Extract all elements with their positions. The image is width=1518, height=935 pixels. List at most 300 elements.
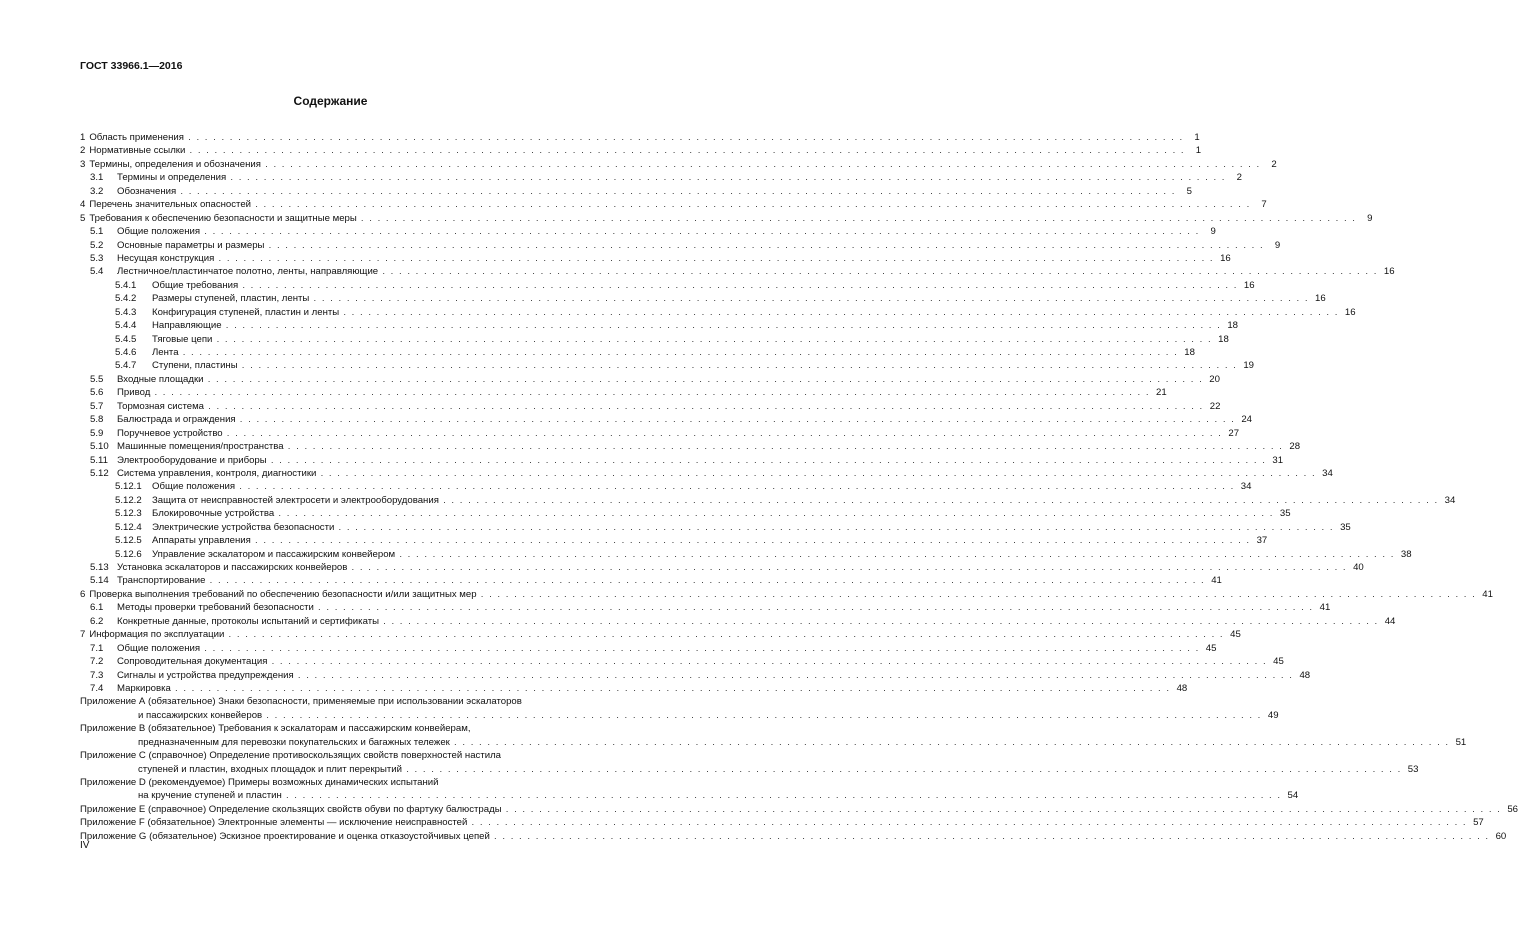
toc-entry-number: 5.6 — [90, 387, 104, 399]
toc-entry-title: Приложение D (рекомендуемое) Примеры возможных динамических испытаний — [80, 777, 439, 788]
toc-entry-title: ступеней и пластин, входных площадок и плит перекрытий — [138, 763, 403, 775]
toc-entry-title: Нормативные ссылки — [89, 145, 186, 157]
toc-entry-number: 6.2 — [90, 615, 104, 627]
toc-entry-text — [80, 480, 1235, 493]
toc-entry-text — [80, 682, 1171, 695]
page-number: IV — [80, 840, 90, 851]
toc-entry-text — [80, 695, 597, 708]
toc-entry[interactable] — [80, 198, 1267, 211]
dot-leader: . . . . . . . . . . . . . . . . . . . . . . . . . . . . . . . . . . . . . . . . . . . . . . . . . . . . . . . . . . . . . . . . . . . . . . . . . . . . . . . . . . . . . . . . . . . . . . . . . . . . . . . . . . . . . . . . . . . . . . . . — [356, 212, 1357, 224]
toc-entry-number: 5.12.5 — [115, 535, 142, 547]
toc-entry-title: на кручение ступеней и пластин — [138, 790, 282, 802]
toc-entry-title: Тормозная система — [117, 400, 205, 412]
toc-entry[interactable] — [80, 413, 1253, 426]
toc-entry[interactable] — [80, 306, 1356, 319]
toc-entry-text — [80, 306, 1339, 319]
toc-entry-text — [80, 427, 1222, 440]
toc-entry[interactable] — [80, 346, 1195, 359]
toc-entry-text — [80, 722, 597, 735]
toc-entry-number: 5.3 — [90, 252, 104, 264]
toc-entry-title: Перечень значительных опасностей — [89, 199, 252, 211]
toc-entry-number: 5.14 — [90, 575, 109, 587]
toc-entry-text — [80, 830, 1490, 843]
toc-entry-title: Требования к обеспечению безопасности и защитные меры — [89, 212, 357, 224]
toc-entry[interactable] — [80, 507, 1291, 520]
toc-entry-title: Направляющие — [152, 320, 222, 332]
toc-entry-page: 41 — [1211, 575, 1222, 587]
toc-entry-page: 44 — [1384, 615, 1396, 627]
toc-entry-page: 9 — [1274, 239, 1281, 251]
toc-entry-number: 5.4.2 — [115, 293, 137, 305]
toc-entry-number: 2 — [80, 145, 86, 157]
toc-entry-text — [80, 763, 1402, 776]
dot-leader: . . . . . . . . . . . . . . . . . . . . . . . . . . . . . . . . . . . . . . . . . . . . . . . . . . . . . . . . . . . . . . . . . . . . . . . . . . . . . . . . . . . . . . . . . . . . . . . . . . . . . . . . . . . . . . . . . . . . . . . . — [467, 817, 1468, 829]
toc-entry[interactable] — [80, 279, 1255, 292]
dot-leader: . . . . . . . . . . . . . . . . . . . . . . . . . . . . . . . . . . . . . . . . . . . . . . . . . . . . . . . . . . . . . . . . . . . . . . . . . . . . . . . . . . . . . . . . . . . . . . . . . . . . . . . . . . . . . . . . . . . . . . . . — [150, 387, 1151, 399]
toc-entry-page: 37 — [1256, 535, 1268, 547]
toc-entry[interactable] — [80, 454, 1284, 467]
dot-leader: . . . . . . . . . . . . . . . . . . . . . . . . . . . . . . . . . . . . . . . . . . . . . . . . . . . . . . . . . . . . . . . . . . . . . . . . . . . . . . . . . . . . . . . . . . . . . . . . . . . . . . . . . . . . . . . . . . . . . . . . — [221, 320, 1222, 332]
toc-entry-page: 16 — [1383, 266, 1395, 278]
toc-entry-title: Сопроводительная документация — [117, 656, 268, 668]
toc-entry-text — [80, 158, 1261, 171]
toc-entry-title: предназначенным для перевозки покупательских и багажных тележек — [138, 736, 450, 748]
toc-entry-title: и пассажирских конвейеров — [138, 709, 263, 721]
toc-entry-text — [80, 548, 1395, 561]
dot-leader: . . . . . . . . . . . . . . . . . . . . . . . . . . . . . . . . . . . . . . . . . . . . . . . . . . . . . . . . . . . . . . . . . . . . . . . . . . . . . . . . . . . . . . . . . . . . . . . . . . . . . . . . . . . . . . . . . . . . . . . . — [281, 790, 1282, 802]
toc-entry-title: Обозначения — [117, 185, 177, 197]
dot-leader: . . . . . . . . . . . . . . . . . . . . . . . . . . . . . . . . . . . . . . . . . . . . . . . . . . . . . . . . . . . . . . . . . . . . . . . . . . . . . . . . . . . . . . . . . . . . . . . . . . . . . . . . . . . . . . . . . . . . . . . . — [176, 185, 1176, 197]
toc-entry-text — [80, 239, 1264, 252]
toc-entry-number: 5.12.6 — [115, 548, 142, 560]
toc-entry-number: 5.7 — [90, 400, 104, 412]
dot-leader: . . . . . . . . . . . . . . . . . . . . . . . . . . . . . . . . . . . . . . . . . . . . . . . . . . . . . . . . . . . . . . . . . . . . . . . . . . . . . . . . . . . . . . . . . . . . . . . . . . . . . . . . . . . . . . . . . . . . . . . . — [200, 226, 1200, 238]
toc-entry-number: 3 — [80, 158, 86, 170]
toc-entry-text — [80, 561, 1347, 574]
toc-entry-text — [80, 359, 1237, 372]
toc-entry-text — [80, 279, 1238, 292]
toc-entry-text — [80, 144, 1185, 157]
toc-entry-title: Поручневое устройство — [117, 427, 223, 439]
dot-leader: . . . . . . . . . . . . . . . . . . . . . . . . . . . . . . . . . . . . . . . . . . . . . . . . . . . . . . . . . . . . . . . . . . . . . . . . . . . . . . . . . . . . . . . . . . . . . . . . . . . . . . . . . . . . . . . . . . . . . . . . — [264, 239, 1265, 251]
toc-entry-number: 6.1 — [90, 602, 104, 614]
dot-leader: . . . . . . . . . . . . . . . . . . . . . . . . . . . . . . . . . . . . . . . . . . . . . . . . . . . . . . . . . . . . . . . . . . . . . . . . . . . . . . . . . . . . . . . . . . . . . . . . . . . . . . . . . . . . . . . . . . . . . . . . — [212, 333, 1213, 345]
toc-entry[interactable] — [80, 736, 1467, 749]
toc-entry[interactable] — [80, 574, 1222, 587]
toc-entry-page: 56 — [1507, 803, 1518, 815]
toc-entry[interactable] — [80, 131, 1200, 144]
toc-entry-number: 5.12.4 — [115, 521, 142, 533]
toc-entry-text — [80, 507, 1274, 520]
dot-leader: . . . . . . . . . . . . . . . . . . . . . . . . . . . . . . . . . . . . . . . . . . . . . . . . . . . . . . . . . . . . . . . . . . . . . . . . . . . . . . . . . . . . . . . . . . . . . . . . . . . . . . . . . . . . . . . . . . . . . . . . — [316, 467, 1317, 479]
toc-entry-title: Ступени, пластины — [152, 360, 238, 372]
toc-entry-text — [80, 615, 1379, 628]
toc-entry-number: 5.2 — [90, 239, 104, 251]
toc-entry-number: 7.2 — [90, 656, 104, 668]
toc-entry-text — [80, 346, 1178, 359]
toc-entry-page: 35 — [1340, 521, 1351, 533]
toc-entry-title: Транспортирование — [117, 575, 206, 587]
toc-entry-number: 5.4.3 — [115, 306, 137, 318]
dot-leader: . . . . . . . . . . . . . . . . . . . . . . . . . . . . . . . . . . . . . . . . . . . . . . . . . . . . . . . . . . . . . . . . . . . . . . . . . . . . . . . . . . . . . . . . . . . . . . . . . . . . . . . . . . . . . . . . . . . . . . . . — [489, 830, 1490, 842]
dot-leader: . . . . . . . . . . . . . . . . . . . . . . . . . . . . . . . . . . . . . . . . . . . . . . . . . . . . . . . . . . . . . . . . . . . . . . . . . . . . . . . . . . . . . . . . . . . . . . . . . . . . . . . . . . . . . . . . . . . . . . . . — [260, 158, 1261, 170]
toc-entry-title: Входные площадки — [117, 373, 204, 385]
toc-entry-page: 16 — [1220, 252, 1231, 264]
toc-entry[interactable] — [80, 225, 1216, 238]
toc-entry-page: 9 — [1210, 226, 1216, 238]
toc-entry-number: 5.13 — [90, 562, 109, 573]
toc-entry[interactable] — [80, 789, 1299, 802]
toc-entry-title: Общие положения — [117, 226, 201, 238]
toc-entry-text — [80, 601, 1314, 614]
toc-entry-page: 22 — [1209, 400, 1221, 412]
toc-entry-number: 7.3 — [90, 669, 104, 681]
toc-entry[interactable] — [80, 588, 1493, 601]
toc-entry[interactable] — [80, 144, 1202, 157]
toc-entry-text — [80, 776, 597, 789]
dot-leader: . . . . . . . . . . . . . . . . . . . . . . . . . . . . . . . . . . . . . . . . . . . . . . . . . . . . . . . . . . . . . . . . . . . . . . . . . . . . . . . . . . . . . . . . . . . . . . . . . . . . . . . . . . . . . . . . . . . . . . . . — [501, 803, 1502, 815]
toc-entry-page: 18 — [1218, 333, 1229, 345]
toc-entry-page: 21 — [1156, 387, 1167, 399]
dot-leader: . . . . . . . . . . . . . . . . . . . . . . . . . . . . . . . . . . . . . . . . . . . . . . . . . . . . . . . . . . . . . . . . . . . . . . . . . . . . . . . . . . . . . . . . . . . . . . . . . . . . . . . . . . . . . . . . . . . . . . . . — [214, 252, 1215, 264]
toc-entry[interactable] — [80, 386, 1167, 399]
toc-entry[interactable] — [80, 373, 1220, 386]
dot-leader: . . . . . . . . . . . . . . . . . . . . . . . . . . . . . . . . . . . . . . . . . . . . . . . . . . . . . . . . . . . . . . . . . . . . . . . . . . . . . . . . . . . . . . . . . . . . . . . . . . . . . . . . . . . . . . . . . . . . . . . . — [313, 602, 1314, 614]
toc-entry-page: 16 — [1344, 306, 1356, 318]
toc-entry-number: 5 — [80, 212, 86, 224]
toc-entry-page: 35 — [1279, 508, 1291, 520]
dot-leader: . . . . . . . . . . . . . . . . . . . . . . . . . . . . . . . . . . . . . . . . . . . . . . . . . . . . . . . . . . . . . . . . . . . . . . . . . . . . . . . . . . . . . . . . . . . . . . . . . . . . . . . . . . . . . . . . . . . . . . . . — [378, 266, 1378, 278]
toc-entry-number: 5.4.5 — [115, 333, 137, 345]
toc-entry-title: Лестничное/пластинчатое полотно, ленты, направляющие — [117, 266, 379, 278]
dot-leader: . . . . . . . . . . . . . . . . . . . . . . . . . . . . . . . . . . . . . . . . . . . . . . . . . . . . . . . . . . . . . . . . . . . . . . . . . . . . . . . . . . . . . . . . . . . . . . . . . . . . . . . . . . . . . . . . . . . . . . . . — [238, 279, 1238, 291]
toc-entry[interactable] — [80, 265, 1395, 278]
dot-leader: . . . . . . . . . . . . . . . . . . . . . . . . . . . . . . . . . . . . . . . . . . . . . . . . . . . . . . . . . . . . . . . . . . . . . . . . . . . . . . . . . . . . . . . . . . . . . . . . . . . . . . . . . . . . . . . . . . . . . . . . — [449, 736, 1450, 748]
toc-entry-title: Методы проверки требований безопасности — [117, 602, 314, 614]
toc-entry[interactable] — [80, 682, 1188, 695]
toc-entry-page: 60 — [1495, 830, 1507, 842]
dot-leader: . . . . . . . . . . . . . . . . . . . . . . . . . . . . . . . . . . . . . . . . . . . . . . . . . . . . . . . . . . . . . . . . . . . . . . . . . . . . . . . . . . . . . . . . . . . . . . . . . . . . . . . . . . . . . . . . . . . . . . . . — [438, 494, 1439, 506]
toc-entry-page: 41 — [1319, 602, 1331, 614]
toc-entry[interactable] — [80, 615, 1396, 628]
dot-leader: . . . . . . . . . . . . . . . . . . . . . . . . . . . . . . . . . . . . . . . . . . . . . . . . . . . . . . . . . . . . . . . . . . . . . . . . . . . . . . . . . . . . . . . . . . . . . . . . . . . . . . . . . . . . . . . . . . . . . . . . — [274, 508, 1274, 520]
toc-entry-text — [80, 454, 1266, 467]
dot-leader: . . . . . . . . . . . . . . . . . . . . . . . . . . . . . . . . . . . . . . . . . . . . . . . . . . . . . . . . . . . . . . . . . . . . . . . . . . . . . . . . . . . . . . . . . . . . . . . . . . . . . . . . . . . . . . . . . . . . . . . . — [237, 360, 1238, 372]
toc-entry-number: 5.9 — [90, 427, 104, 439]
toc-entry-text — [80, 440, 1283, 453]
toc-entry[interactable] — [80, 749, 613, 762]
toc-entry-page: 49 — [1267, 709, 1279, 721]
toc-entry-text — [80, 400, 1204, 413]
toc-entry-page: 48 — [1176, 682, 1188, 694]
toc-entry-page: 48 — [1299, 669, 1311, 681]
toc-entry-number: 5.10 — [90, 441, 109, 453]
toc-entry-page: 27 — [1228, 427, 1240, 439]
toc-entry-title: Балюстрада и ограждения — [117, 414, 236, 426]
toc-entry[interactable] — [80, 548, 1412, 561]
toc-entry-title: Несущая конструкция — [117, 252, 215, 264]
toc-entry-title: Термины, определения и обозначения — [89, 158, 261, 170]
toc-entry[interactable] — [80, 319, 1238, 332]
toc-entry-text — [80, 131, 1184, 144]
toc-entry[interactable] — [80, 803, 1518, 816]
toc-entry-text — [80, 655, 1267, 668]
toc-entry-title: Установка эскалаторов и пассажирских конвейеров — [117, 562, 348, 573]
toc-entry-number: 5.4.7 — [115, 360, 137, 372]
toc-entry-title: Тяговые цепи — [152, 333, 213, 345]
toc-entry-number: 5.11 — [90, 454, 108, 466]
toc-entry-number: 5.12.1 — [115, 481, 142, 493]
toc-entry-title: Общие положения — [117, 642, 201, 654]
dot-leader: . . . . . . . . . . . . . . . . . . . . . . . . . . . . . . . . . . . . . . . . . . . . . . . . . . . . . . . . . . . . . . . . . . . . . . . . . . . . . . . . . . . . . . . . . . . . . . . . . . . . . . . . . . . . . . . . . . . . . . . . — [200, 642, 1200, 654]
toc-entry[interactable] — [80, 521, 1351, 534]
toc-entry-text — [80, 534, 1251, 547]
toc-entry-title: Общие требования — [152, 279, 239, 291]
toc-entry-title: Размеры ступеней, пластин, ленты — [152, 293, 310, 305]
toc-entry[interactable] — [80, 628, 1241, 641]
toc-entry-number: 5.4.1 — [115, 279, 137, 291]
toc-entry-page: 45 — [1273, 656, 1284, 668]
toc-entry-title: Аппараты управления — [152, 535, 251, 547]
toc-entry-title: Маркировка — [117, 682, 171, 694]
toc-entry[interactable] — [80, 655, 1284, 668]
toc-entry-page: 41 — [1482, 588, 1493, 600]
toc-entry-title: Блокировочные устройства — [152, 508, 275, 520]
toc-entry-title: Приложение G (обязательное) Эскизное проектирование и оценка отказоустойчивых цепей — [80, 830, 490, 842]
toc-entry-title: Защита от неисправностей электросети и электрооборудования — [152, 494, 439, 506]
dot-leader: . . . . . . . . . . . . . . . . . . . . . . . . . . . . . . . . . . . . . . . . . . . . . . . . . . . . . . . . . . . . . . . . . . . . . . . . . . . . . . . . . . . . . . . . . . . . . . . . . . . . . . . . . . . . . . . . . . . . . . . . — [476, 588, 1477, 600]
toc-entry-page: 7 — [1261, 199, 1267, 211]
toc-entry-text — [80, 252, 1214, 265]
toc-entry[interactable] — [80, 494, 1456, 507]
dot-leader: . . . . . . . . . . . . . . . . . . . . . . . . . . . . . . . . . . . . . . . . . . . . . . . . . . . . . . . . . . . . . . . . . . . . . . . . . . . . . . . . . . . . . . . . . . . . . . . . . . . . . . . . . . . . . . . . . . . . . . . . — [204, 400, 1204, 412]
toc-entry[interactable] — [80, 561, 1364, 574]
toc-entry[interactable] — [80, 709, 1279, 722]
dot-leader: . . . . . . . . . . . . . . . . . . . . . . . . . . . . . . . . . . . . . . . . . . . . . . . . . . . . . . . . . . . . . . . . . . . . . . . . . . . . . . . . . . . . . . . . . . . . . . . . . . . . . . . . . . . . . . . . . . . . . . . . — [283, 441, 1284, 453]
dot-leader: . . . . . . . . . . . . . . . . . . . . . . . . . . . . . . . . . . . . . . . . . . . . . . . . . . . . . . . . . . . . . . . . . . . . . . . . . . . . . . . . . . . . . . . . . . . . . . . . . . . . . . . . . . . . . . . . . . . . . . . . — [183, 132, 1184, 143]
toc-entry-text — [80, 185, 1176, 198]
dot-leader: . . . . . . . . . . . . . . . . . . . . . . . . . . . . . . . . . . . . . . . . . . . . . . . . . . . . . . . . . . . . . . . . . . . . . . . . . . . . . . . . . . . . . . . . . . . . . . . . . . . . . . . . . . . . . . . . . . . . . . . . — [378, 615, 1379, 627]
toc-entry-text — [80, 212, 1356, 225]
toc-entry-page: 1 — [1195, 145, 1202, 157]
toc-entry-title: Приложение C (справочное) Определение противоскользящих свойств поверхностей настила — [80, 750, 502, 762]
toc-entry-page: 31 — [1272, 454, 1284, 466]
toc-entry-text — [80, 386, 1150, 399]
toc-entry[interactable] — [80, 359, 1255, 372]
toc-entry-page: 53 — [1407, 763, 1419, 775]
toc-entry[interactable] — [80, 400, 1221, 413]
dot-leader: . . . . . . . . . . . . . . . . . . . . . . . . . . . . . . . . . . . . . . . . . . . . . . . . . . . . . . . . . . . . . . . . . . . . . . . . . . . . . . . . . . . . . . . . . . . . . . . . . . . . . . . . . . . . . . . . . . . . . . . . — [178, 347, 1179, 358]
toc-entry[interactable] — [80, 601, 1331, 614]
toc-entry-number: 5.12.3 — [115, 508, 142, 520]
toc-entry[interactable] — [80, 669, 1311, 682]
toc-entry[interactable] — [80, 776, 613, 789]
toc-entry-page: 16 — [1315, 293, 1326, 305]
toc-entry-page: 34 — [1240, 481, 1252, 493]
toc-entry-text — [80, 373, 1203, 386]
toc-entry-page: 28 — [1289, 441, 1301, 453]
toc-entry-title: Лента — [152, 347, 179, 358]
toc-entry-text — [80, 749, 597, 762]
dot-leader: . . . . . . . . . . . . . . . . . . . . . . . . . . . . . . . . . . . . . . . . . . . . . . . . . . . . . . . . . . . . . . . . . . . . . . . . . . . . . . . . . . . . . . . . . . . . . . . . . . . . . . . . . . . . . . . . . . . . . . . . — [395, 548, 1395, 560]
toc-entry[interactable] — [80, 427, 1240, 440]
toc-entry-text — [80, 225, 1200, 238]
toc-entry-number: 6 — [80, 588, 86, 600]
table-of-contents — [80, 131, 1518, 843]
toc-entry-page: 45 — [1205, 642, 1217, 654]
dot-leader: . . . . . . . . . . . . . . . . . . . . . . . . . . . . . . . . . . . . . . . . . . . . . . . . . . . . . . . . . . . . . . . . . . . . . . . . . . . . . . . . . . . . . . . . . . . . . . . . . . . . . . . . . . . . . . . . . . . . . . . . — [339, 306, 1339, 318]
toc-entry-text — [80, 736, 1450, 749]
toc-entry[interactable] — [80, 695, 613, 708]
toc-entry-page: 51 — [1455, 736, 1467, 748]
toc-entry[interactable] — [80, 185, 1192, 198]
toc-entry[interactable] — [80, 333, 1229, 346]
toc-entry-page: 34 — [1444, 494, 1456, 506]
toc-entry-number: 7 — [80, 629, 86, 641]
toc-entry-page: 40 — [1353, 562, 1364, 573]
toc-entry-title: Общие положения — [152, 481, 236, 493]
dot-leader: . . . . . . . . . . . . . . . . . . . . . . . . . . . . . . . . . . . . . . . . . . . . . . . . . . . . . . . . . . . . . . . . . . . . . . . . . . . . . . . . . . . . . . . . . . . . . . . . . . . . . . . . . . . . . . . . . . . . . . . . — [402, 763, 1402, 775]
dot-leader: . . . . . . . . . . . . . . . . . . . . . . . . . . . . . . . . . . . . . . . . . . . . . . . . . . . . . . . . . . . . . . . . . . . . . . . . . . . . . . . . . . . . . . . . . . . . . . . . . . . . . . . . . . . . . . . . . . . . . . . . — [250, 535, 1251, 547]
toc-entry-text — [80, 669, 1293, 682]
toc-entry-page: 9 — [1367, 212, 1373, 224]
toc-entry-number: 5.4 — [90, 266, 104, 278]
toc-entry-page: 54 — [1287, 790, 1299, 802]
toc-entry-page: 18 — [1184, 347, 1195, 358]
toc-entry-text — [80, 642, 1200, 655]
toc-entry-text — [80, 574, 1205, 587]
dot-leader: . . . . . . . . . . . . . . . . . . . . . . . . . . . . . . . . . . . . . . . . . . . . . . . . . . . . . . . . . . . . . . . . . . . . . . . . . . . . . . . . . . . . . . . . . . . . . . . . . . . . . . . . . . . . . . . . . . . . . . . . — [251, 199, 1251, 211]
toc-entry-text — [80, 413, 1235, 426]
toc-entry-page: 45 — [1230, 629, 1241, 641]
toc-entry-title: Область применения — [89, 132, 184, 143]
toc-entry-title: Приложение B (обязательное) Требования к эскалаторам и пассажирским конвейерам, — [80, 723, 471, 735]
dot-leader: . . . . . . . . . . . . . . . . . . . . . . . . . . . . . . . . . . . . . . . . . . . . . . . . . . . . . . . . . . . . . . . . . . . . . . . . . . . . . . . . . . . . . . . . . . . . . . . . . . . . . . . . . . . . . . . . . . . . . . . . — [185, 145, 1186, 157]
toc-entry-number: 5.12 — [90, 467, 109, 479]
dot-leader: . . . . . . . . . . . . . . . . . . . . . . . . . . . . . . . . . . . . . . . . . . . . . . . . . . . . . . . . . . . . . . . . . . . . . . . . . . . . . . . . . . . . . . . . . . . . . . . . . . . . . . . . . . . . . . . . . . . . . . . . — [309, 293, 1310, 305]
toc-entry-page: 38 — [1400, 548, 1412, 560]
toc-entry-number: 5.5 — [90, 373, 104, 385]
toc-entry[interactable] — [80, 212, 1373, 225]
toc-entry-text — [80, 333, 1212, 346]
dot-leader: . . . . . . . . . . . . . . . . . . . . . . . . . . . . . . . . . . . . . . . . . . . . . . . . . . . . . . . . . . . . . . . . . . . . . . . . . . . . . . . . . . . . . . . . . . . . . . . . . . . . . . . . . . . . . . . . . . . . . . . . — [267, 656, 1268, 668]
toc-entry-title: Конкретные данные, протоколы испытаний и сертификаты — [117, 615, 379, 627]
toc-entry-text — [80, 494, 1439, 507]
toc-entry-number: 5.8 — [90, 414, 104, 426]
toc-entry-page: 5 — [1186, 185, 1192, 197]
toc-entry[interactable] — [80, 763, 1419, 776]
dot-leader: . . . . . . . . . . . . . . . . . . . . . . . . . . . . . . . . . . . . . . . . . . . . . . . . . . . . . . . . . . . . . . . . . . . . . . . . . . . . . . . . . . . . . . . . . . . . . . . . . . . . . . . . . . . . . . . . . . . . . . . . — [262, 709, 1262, 721]
toc-entry-title: Система управления, контроля, диагностики — [117, 467, 317, 479]
toc-entry-number: 3.2 — [90, 185, 104, 197]
standard-header: ГОСТ 33966.1—2016 — [80, 60, 183, 72]
toc-entry-text — [80, 588, 1476, 601]
toc-entry-text — [80, 292, 1309, 305]
toc-entry-title: Основные параметры и размеры — [117, 239, 265, 251]
toc-entry-text — [80, 265, 1378, 278]
toc-entry-number: 4 — [80, 199, 86, 211]
toc-entry-page: 57 — [1473, 817, 1484, 829]
toc-entry-number: 5.4.4 — [115, 320, 137, 332]
toc-entry-number: 7.1 — [90, 642, 104, 654]
toc-entry[interactable] — [80, 642, 1217, 655]
toc-entry-title: Управление эскалатором и пассажирским конвейером — [152, 548, 396, 560]
dot-leader: . . . . . . . . . . . . . . . . . . . . . . . . . . . . . . . . . . . . . . . . . . . . . . . . . . . . . . . . . . . . . . . . . . . . . . . . . . . . . . . . . . . . . . . . . . . . . . . . . . . . . . . . . . . . . . . . . . . . . . . . — [205, 575, 1206, 587]
toc-entry-number: 1 — [80, 132, 86, 143]
toc-entry-title: Информация по эксплуатации — [89, 629, 225, 641]
toc-entry-text — [80, 198, 1251, 211]
toc-entry-text — [80, 789, 1282, 802]
toc-entry-number: 5.4.6 — [115, 347, 137, 358]
toc-entry-text — [80, 467, 1316, 480]
toc-entry-page: 2 — [1236, 172, 1242, 184]
dot-leader: . . . . . . . . . . . . . . . . . . . . . . . . . . . . . . . . . . . . . . . . . . . . . . . . . . . . . . . . . . . . . . . . . . . . . . . . . . . . . . . . . . . . . . . . . . . . . . . . . . . . . . . . . . . . . . . . . . . . . . . . — [235, 414, 1236, 426]
dot-leader: . . . . . . . . . . . . . . . . . . . . . . . . . . . . . . . . . . . . . . . . . . . . . . . . . . . . . . . . . . . . . . . . . . . . . . . . . . . . . . . . . . . . . . . . . . . . . . . . . . . . . . . . . . . . . . . . . . . . . . . . — [226, 172, 1226, 184]
toc-entry[interactable] — [80, 480, 1252, 493]
toc-entry-page: 1 — [1194, 132, 1200, 143]
toc-entry-title: Конфигурация ступеней, пластин и ленты — [152, 306, 340, 318]
dot-leader: . . . . . . . . . . . . . . . . . . . . . . . . . . . . . . . . . . . . . . . . . . . . . . . . . . . . . . . . . . . . . . . . . . . . . . . . . . . . . . . . . . . . . . . . . . . . . . . . . . . . . . . . . . . . . . . . . . . . . . . . — [347, 562, 1348, 573]
dot-leader: . . . . . . . . . . . . . . . . . . . . . . . . . . . . . . . . . . . . . . . . . . . . . . . . . . . . . . . . . . . . . . . . . . . . . . . . . . . . . . . . . . . . . . . . . . . . . . . . . . . . . . . . . . . . . . . . . . . . . . . . — [170, 682, 1171, 694]
toc-entry-text — [80, 709, 1262, 722]
toc-entry-text — [80, 171, 1226, 184]
dot-leader: . . . . . . . . . . . . . . . . . . . . . . . . . . . . . . . . . . . . . . . . . . . . . . . . . . . . . . . . . . . . . . . . . . . . . . . . . . . . . . . . . . . . . . . . . . . . . . . . . . . . . . . . . . . . . . . . . . . . . . . . — [224, 629, 1225, 641]
dot-leader: . . . . . . . . . . . . . . . . . . . . . . . . . . . . . . . . . . . . . . . . . . . . . . . . . . . . . . . . . . . . . . . . . . . . . . . . . . . . . . . . . . . . . . . . . . . . . . . . . . . . . . . . . . . . . . . . . . . . . . . . — [222, 427, 1223, 439]
dot-leader: . . . . . . . . . . . . . . . . . . . . . . . . . . . . . . . . . . . . . . . . . . . . . . . . . . . . . . . . . . . . . . . . . . . . . . . . . . . . . . . . . . . . . . . . . . . . . . . . . . . . . . . . . . . . . . . . . . . . . . . . — [266, 454, 1267, 466]
toc-entry-title: Электрооборудование и приборы — [117, 454, 267, 466]
toc-entry[interactable] — [80, 252, 1231, 265]
toc-entry[interactable] — [80, 171, 1242, 184]
toc-entry[interactable] — [80, 292, 1326, 305]
toc-entry-page: 16 — [1243, 279, 1255, 291]
toc-entry-text — [80, 521, 1334, 534]
toc-entry[interactable] — [80, 722, 613, 735]
toc-entry-number: 7.4 — [90, 682, 104, 694]
dot-leader: . . . . . . . . . . . . . . . . . . . . . . . . . . . . . . . . . . . . . . . . . . . . . . . . . . . . . . . . . . . . . . . . . . . . . . . . . . . . . . . . . . . . . . . . . . . . . . . . . . . . . . . . . . . . . . . . . . . . . . . . — [334, 521, 1335, 533]
toc-entry[interactable] — [80, 830, 1507, 843]
toc-entry-page: 24 — [1241, 414, 1253, 426]
dot-leader: . . . . . . . . . . . . . . . . . . . . . . . . . . . . . . . . . . . . . . . . . . . . . . . . . . . . . . . . . . . . . . . . . . . . . . . . . . . . . . . . . . . . . . . . . . . . . . . . . . . . . . . . . . . . . . . . . . . . . . . . — [203, 373, 1204, 385]
toc-entry-text — [80, 816, 1467, 829]
dot-leader: . . . . . . . . . . . . . . . . . . . . . . . . . . . . . . . . . . . . . . . . . . . . . . . . . . . . . . . . . . . . . . . . . . . . . . . . . . . . . . . . . . . . . . . . . . . . . . . . . . . . . . . . . . . . . . . . . . . . . . . . — [235, 481, 1235, 493]
toc-entry-text — [80, 803, 1501, 816]
toc-title: Содержание — [293, 94, 368, 108]
toc-entry-title: Привод — [117, 387, 151, 399]
toc-entry-number: 3.1 — [90, 172, 104, 184]
toc-entry-page: 2 — [1271, 158, 1277, 170]
toc-entry-title: Термины и определения — [117, 172, 227, 184]
toc-entry-title: Приложение F (обязательное) Электронные элементы — исключение неисправностей — [80, 817, 468, 829]
toc-entry-title: Приложение А (обязательное) Знаки безопасности, применяемые при использовании эскалаторов — [80, 696, 522, 708]
toc-entry-page: 34 — [1322, 467, 1333, 479]
toc-entry[interactable] — [80, 467, 1333, 480]
toc-entry[interactable] — [80, 534, 1268, 547]
toc-entry-title: Электрические устройства безопасности — [152, 521, 335, 533]
toc-entry[interactable] — [80, 816, 1484, 829]
toc-entry[interactable] — [80, 239, 1281, 252]
toc-entry[interactable] — [80, 440, 1301, 453]
dot-leader: . . . . . . . . . . . . . . . . . . . . . . . . . . . . . . . . . . . . . . . . . . . . . . . . . . . . . . . . . . . . . . . . . . . . . . . . . . . . . . . . . . . . . . . . . . . . . . . . . . . . . . . . . . . . . . . . . . . . . . . . — [293, 669, 1294, 681]
toc-entry-page: 20 — [1209, 373, 1220, 385]
toc-entry-title: Сигналы и устройства предупреждения — [117, 669, 294, 681]
toc-entry-number: 5.12.2 — [115, 494, 142, 506]
toc-entry-text — [80, 319, 1221, 332]
toc-entry[interactable] — [80, 158, 1277, 171]
toc-entry-title: Приложение E (справочное) Определение скользящих свойств обуви по фартуку балюстрады — [80, 803, 502, 815]
toc-entry-title: Машинные помещения/пространства — [117, 441, 284, 453]
toc-entry-page: 19 — [1243, 360, 1255, 372]
toc-entry-text — [80, 628, 1224, 641]
